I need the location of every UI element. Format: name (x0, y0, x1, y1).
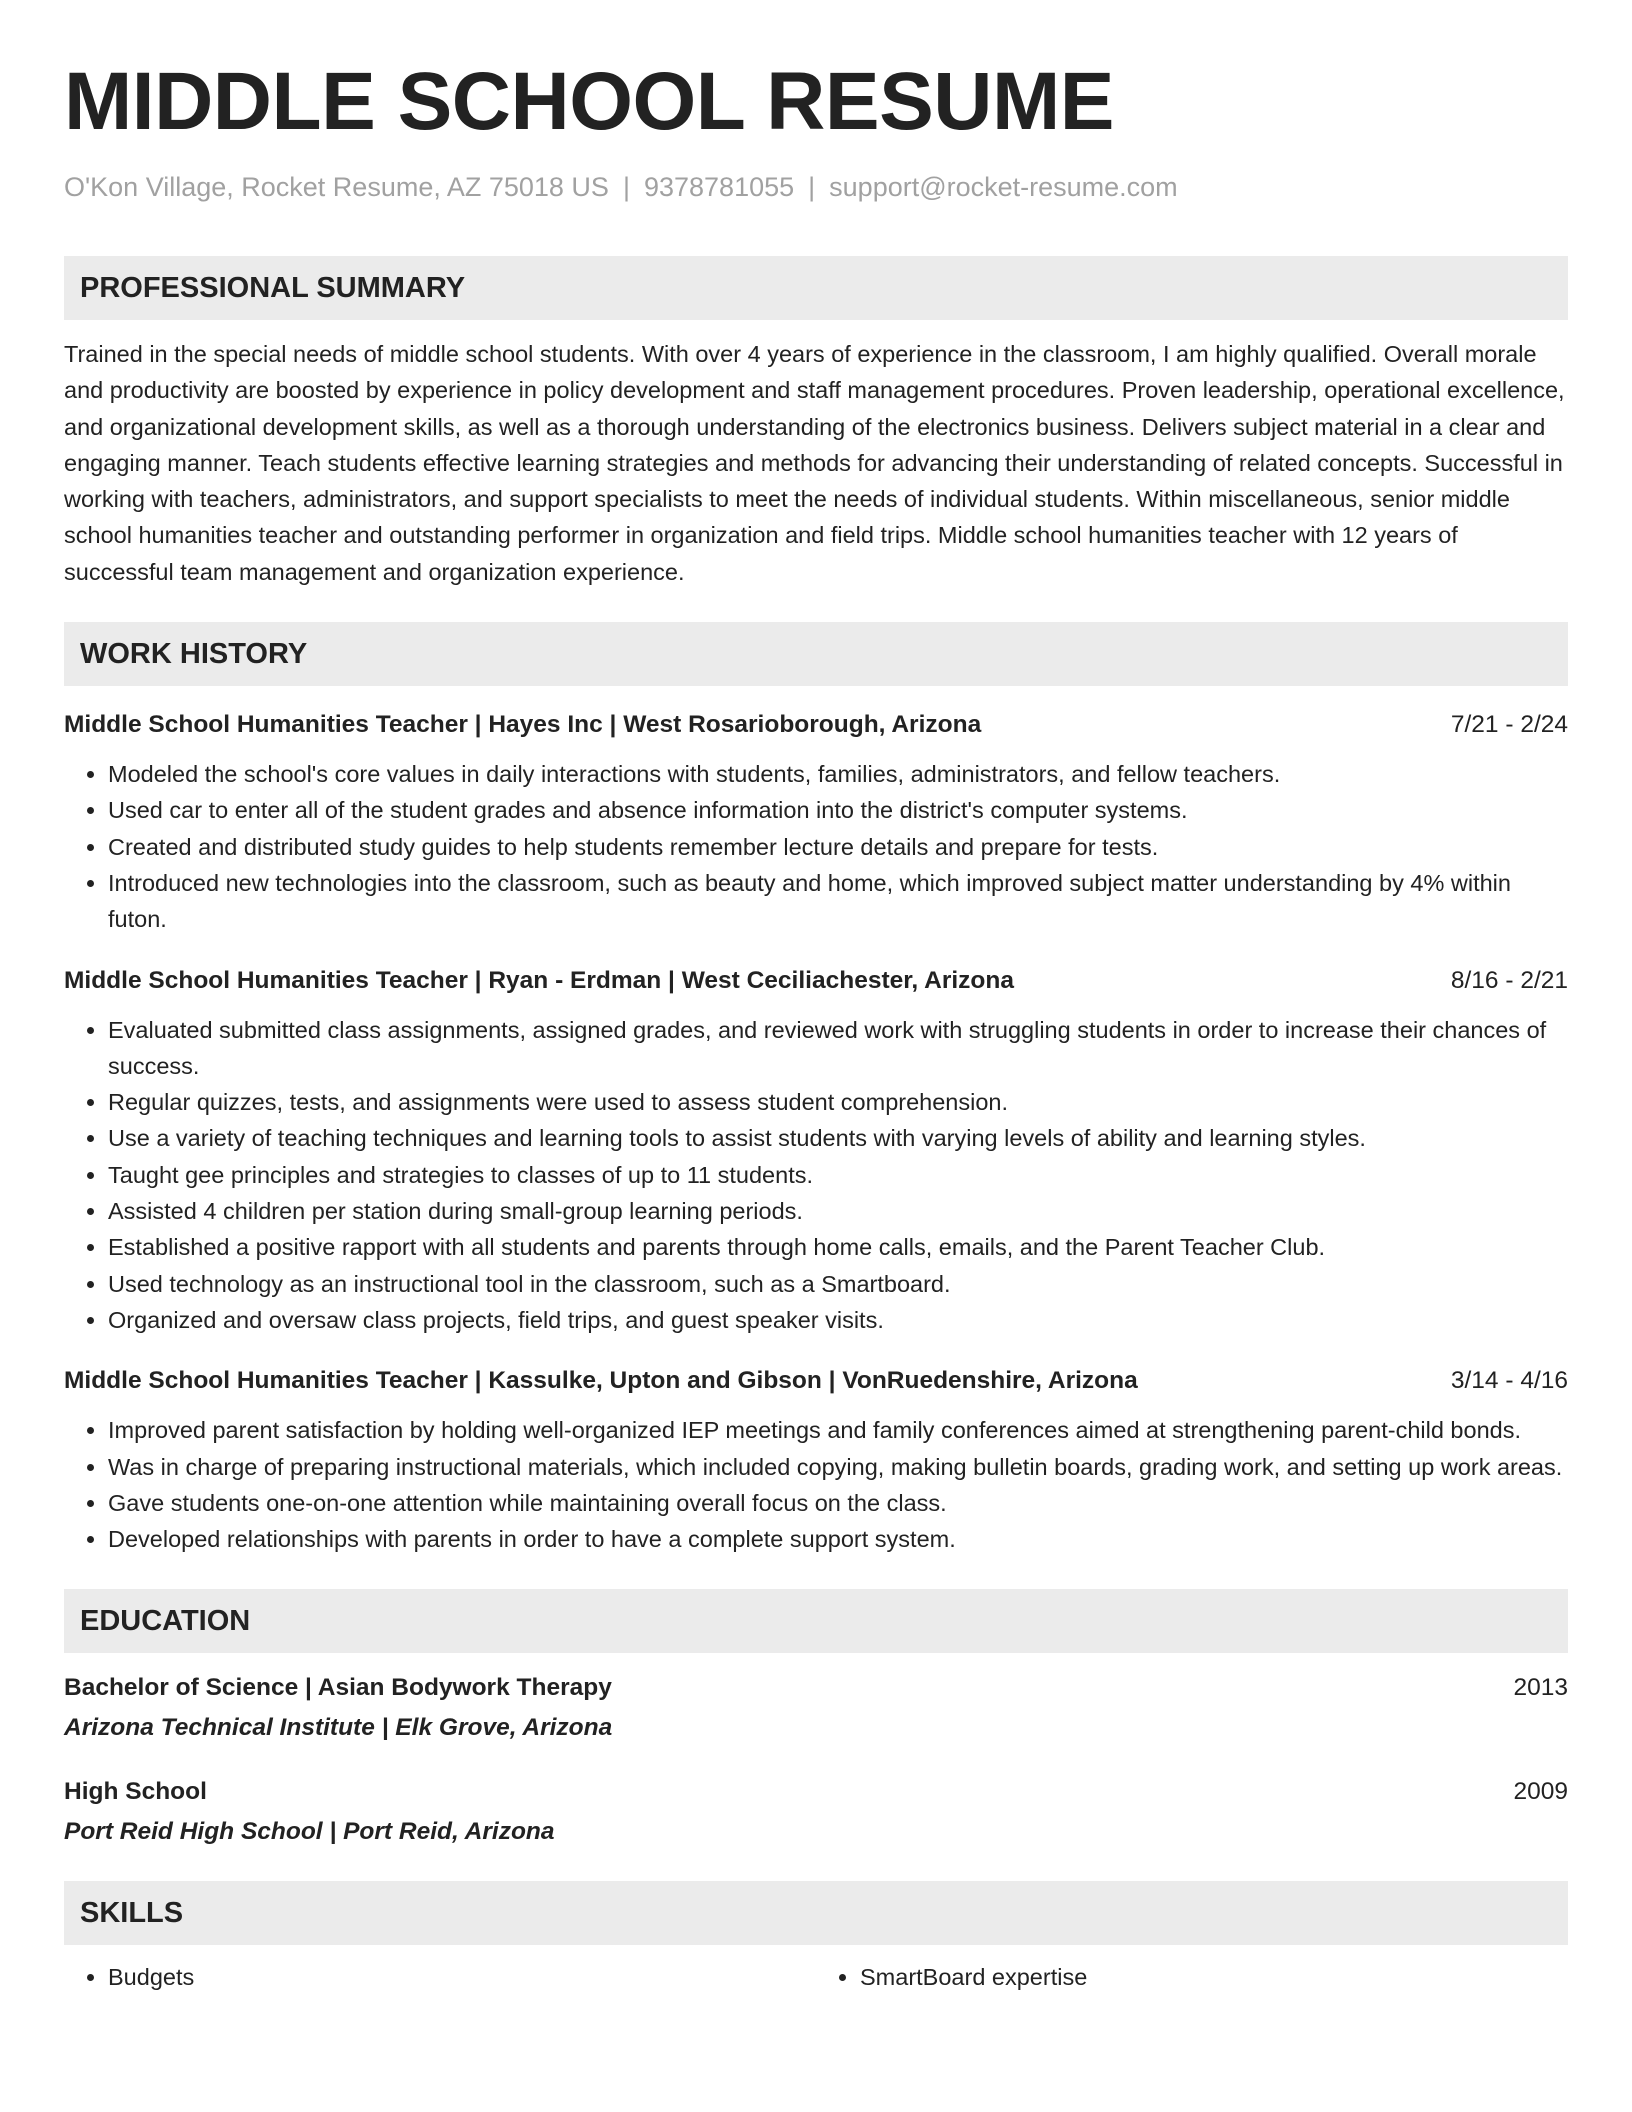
job-title: Middle School Humanities Teacher | Hayes Inc | West Rosarioborough, Arizona (64, 711, 982, 739)
contact-separator: | (622, 172, 630, 202)
education-year: 2009 (1513, 1778, 1568, 1806)
contact-email: support@rocket-resume.com (829, 172, 1178, 202)
job-title: Middle School Humanities Teacher | Kassulke, Upton and Gibson | VonRuedenshire, Arizona (64, 1367, 1138, 1395)
education-school: Arizona Technical Institute | Elk Grove, Arizona (64, 1714, 613, 1742)
job-bullet: • Created and distributed study guides to help students remember lecture details and prepare for tests. (108, 829, 1568, 865)
job-header (64, 1364, 1568, 1398)
job-dates: 8/16 - 2/21 (1450, 966, 1568, 994)
job-title: Middle School Humanities Teacher | Ryan - Erdman | West Ceciliachester, Arizona (64, 966, 1014, 994)
job-entry (64, 964, 1568, 1339)
skills-heading: SKILLS (64, 1881, 1568, 1945)
skills-list (64, 1959, 1568, 1995)
job-bullets (64, 1412, 1568, 1557)
contact-line (64, 170, 1568, 204)
job-entry (64, 1364, 1568, 1557)
job-bullet: • Introduced new technologies into the classroom, such as beauty and home, which improved subject matter understanding by 4% within futon. (108, 865, 1568, 938)
contact-address: O'Kon Village, Rocket Resume, AZ 75018 US (64, 172, 609, 202)
education-header (64, 1671, 1568, 1705)
skills-column-left (64, 1959, 816, 1995)
contact-phone: 9378781055 (643, 172, 795, 202)
skill-item: • SmartBoard expertise (860, 1959, 1568, 1995)
work-history-heading: WORK HISTORY (64, 622, 1568, 686)
job-bullet: • Was in charge of preparing instructional materials, which included copying, making bulletin boards, grading work, and setting up work areas. (108, 1449, 1568, 1485)
job-bullet: • Use a variety of teaching techniques and learning tools to assist students with varying levels of ability and learning styles. (108, 1120, 1568, 1156)
job-bullets (64, 1012, 1568, 1339)
education-header (64, 1775, 1568, 1809)
education-heading: EDUCATION (64, 1589, 1568, 1653)
job-bullets (64, 756, 1568, 937)
skills-column-right (816, 1959, 1568, 1995)
job-bullet: • Regular quizzes, tests, and assignments were used to assess student comprehension. (108, 1084, 1568, 1120)
job-bullet: • Taught gee principles and strategies to classes of up to 11 students. (108, 1157, 1568, 1193)
job-dates: 3/14 - 4/16 (1450, 1367, 1568, 1395)
job-bullet: • Established a positive rapport with all students and parents through home calls, emails, and the Parent Teacher Club. (108, 1229, 1568, 1265)
job-bullet: • Evaluated submitted class assignments, assigned grades, and reviewed work with struggling students in order to increase their chances of success. (108, 1012, 1568, 1085)
education-degree: Bachelor of Science | Asian Bodywork Therapy (64, 1674, 612, 1702)
job-entry (64, 708, 1568, 937)
education-school: Port Reid High School | Port Reid, Arizona (64, 1818, 555, 1846)
job-bullet: • Assisted 4 children per station during small-group learning periods. (108, 1193, 1568, 1229)
job-bullet: • Used technology as an instructional tool in the classroom, such as a Smartboard. (108, 1266, 1568, 1302)
education-entry (64, 1671, 1568, 1745)
summary-heading: PROFESSIONAL SUMMARY (64, 256, 1568, 320)
skill-item: • Budgets (108, 1959, 816, 1995)
education-entry (64, 1775, 1568, 1849)
job-bullet: • Gave students one-on-one attention while maintaining overall focus on the class. (108, 1485, 1568, 1521)
resume-name: MIDDLE SCHOOL RESUME (64, 56, 1114, 147)
education-degree: High School (64, 1778, 207, 1806)
job-header (64, 964, 1568, 998)
job-bullet: • Improved parent satisfaction by holding well-organized IEP meetings and family conferences aimed at strengthening parent-child bonds. (108, 1412, 1568, 1448)
education-year: 2013 (1513, 1674, 1568, 1702)
job-bullet: • Developed relationships with parents in order to have a complete support system. (108, 1521, 1568, 1557)
summary-text: Trained in the special needs of middle school students. With over 4 years of experience in the classroom, I am highly qualified. Overall morale and productivity are boosted by experience in policy development and staff management procedures. Proven leadership, operational excellence, and organizational development skills, as well as a thorough understanding of the electronics business. Delivers subject material in a clear and engaging manner. Teach students effective learning strategies and methods for advancing their understanding of related concepts. Successful in working with teachers, administrators, and support specialists to meet the needs of individual students. Within miscellaneous, senior middle school humanities teacher and outstanding performer in organization and field trips. Middle school humanities teacher with 12 years of successful team management and organization experience. (64, 341, 1565, 585)
job-bullet: • Organized and oversaw class projects, field trips, and guest speaker visits. (108, 1302, 1568, 1338)
job-header (64, 708, 1568, 742)
contact-separator: | (808, 172, 816, 202)
job-dates: 7/21 - 2/24 (1450, 711, 1568, 739)
job-bullet: • Modeled the school's core values in daily interactions with students, families, administrators, and fellow teachers. (108, 756, 1568, 792)
job-bullet: • Used car to enter all of the student grades and absence information into the district's computer systems. (108, 792, 1568, 828)
